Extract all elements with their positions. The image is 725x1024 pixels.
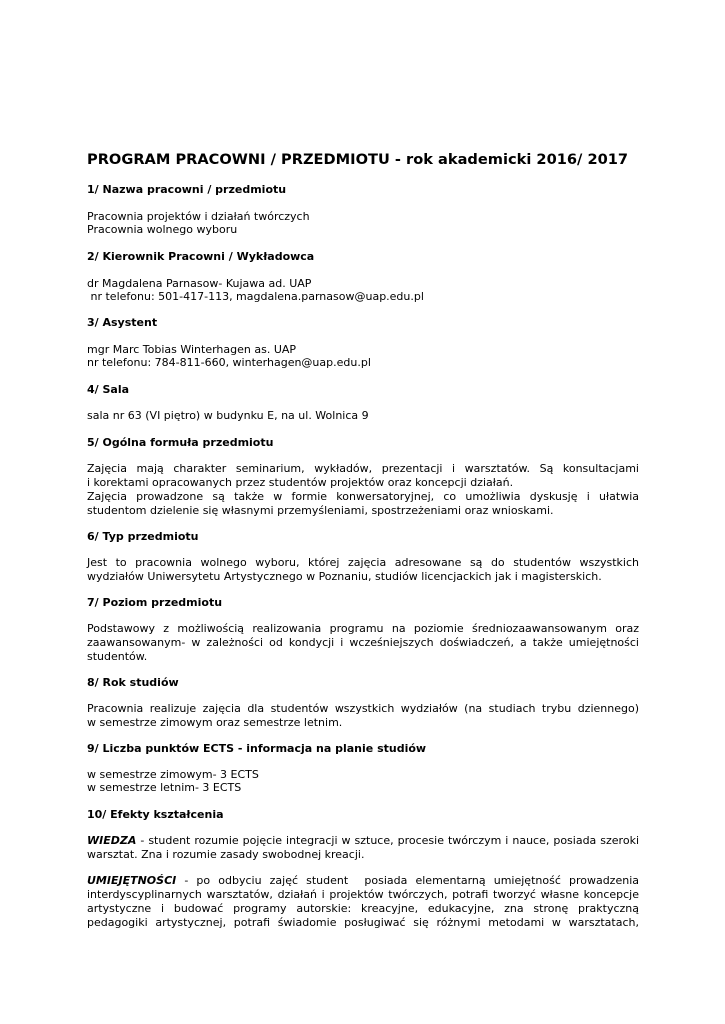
section-7-heading: 7/ Poziom przedmiotu xyxy=(87,596,223,609)
section-9-line-1: w semestrze zimowym- 3 ECTS xyxy=(87,768,259,781)
section-5-body xyxy=(87,462,639,518)
section-6-body xyxy=(87,556,639,584)
section-2-line-1: dr Magdalena Parnasow- Kujawa ad. UAP xyxy=(87,277,312,290)
section-7-body xyxy=(87,622,639,664)
section-2-line-2: nr telefonu: 501-417-113, magdalena.parnasow@uap.edu.pl xyxy=(87,290,424,303)
section-10-umiejetnosci xyxy=(87,874,639,930)
section-8-line-1: Pracownia realizuje zajęcia dla studentów wszystkich wydziałów (na studiach trybu dziennego) xyxy=(87,702,639,715)
section-4-line-1: sala nr 63 (VI piętro) w budynku E, na ul. Wolnica 9 xyxy=(87,409,369,422)
section-8-line-2: w semestrze zimowym oraz semestrze letnim. xyxy=(87,716,343,729)
umiejetnosci-text-1: - po odbyciu zajęć student posiada elementarną umiejętność prowadzenia xyxy=(176,874,639,887)
umiejetnosci-line-4: pedagogiki artystycznej, potrafi świadomie posługiwać się różnymi metodami w warsztatach, xyxy=(87,916,639,929)
section-3-line-1: mgr Marc Tobias Winterhagen as. UAP xyxy=(87,343,297,356)
page-title: PROGRAM PRACOWNI / PRZEDMIOTU - rok akademicki 2016/ 2017 xyxy=(87,151,629,168)
section-2-heading: 2/ Kierownik Pracowni / Wykładowca xyxy=(87,250,315,263)
section-10-heading: 10/ Efekty kształcenia xyxy=(87,808,224,821)
section-4-heading: 4/ Sala xyxy=(87,383,130,396)
section-7-line-3: studentów. xyxy=(87,650,148,663)
section-7-line-2: zaawansowanym- w zależności od kondycji i wcześniejszych doświadczeń, a także umiejętności xyxy=(87,636,639,649)
section-5-line-1: Zajęcia mają charakter seminarium, wykładów, prezentacji i warsztatów. Są konsultacjami xyxy=(87,462,639,475)
section-3-heading: 3/ Asystent xyxy=(87,316,158,329)
section-6-line-1: Jest to pracownia wolnego wyboru, której zajęcia adresowane są do studentów wszystkich xyxy=(87,556,639,569)
section-1-line-1: Pracownia projektów i działań twórczych xyxy=(87,210,310,223)
section-5-line-3: Zajęcia prowadzone są także w formie konwersatoryjnej, co umożliwia dyskusję i ułatwia xyxy=(87,490,639,503)
wiedza-label: WIEDZA xyxy=(87,834,137,847)
section-7-line-1: Podstawowy z możliwością realizowania programu na poziomie średniozaawansowanym oraz xyxy=(87,622,639,635)
wiedza-line-2: warsztat. Zna i rozumie zasady swobodnej kreacji. xyxy=(87,848,365,861)
umiejetnosci-line-1 xyxy=(87,874,639,888)
section-8-body xyxy=(87,702,639,730)
wiedza-text-1: - student rozumie pojęcie integracji w sztuce, procesie twórczym i nauce, posiada szeroki xyxy=(136,834,639,847)
section-3-line-2: nr telefonu: 784-811-660, winterhagen@uap.edu.pl xyxy=(87,356,371,369)
section-10-wiedza xyxy=(87,834,639,862)
section-9-heading: 9/ Liczba punktów ECTS - informacja na planie studiów xyxy=(87,742,427,755)
section-5-line-4: studentom dzielenie się własnymi przemyśleniami, spostrzeżeniami oraz wnioskami. xyxy=(87,504,554,517)
wiedza-line-1 xyxy=(87,834,639,848)
umiejetnosci-label: UMIEJĘTNOŚCI xyxy=(87,874,177,887)
section-5-heading: 5/ Ogólna formuła przedmiotu xyxy=(87,436,274,449)
section-9-line-2: w semestrze letnim- 3 ECTS xyxy=(87,781,242,794)
section-8-heading: 8/ Rok studiów xyxy=(87,676,179,689)
section-1-line-2: Pracownia wolnego wyboru xyxy=(87,223,238,236)
section-6-line-2: wydziałów Uniwersytetu Artystycznego w Poznaniu, studiów licencjackich jak i magisterskich. xyxy=(87,570,602,583)
section-6-heading: 6/ Typ przedmiotu xyxy=(87,530,199,543)
umiejetnosci-line-3: artystyczne i budować programy autorskie: kreacyjne, edukacyjne, zna stronę praktyczną xyxy=(87,902,639,915)
umiejetnosci-line-2: interdyscyplinarnych warsztatów, działań i projektów twórczych, potrafi tworzyć własne koncepcje xyxy=(87,888,639,901)
section-1-heading: 1/ Nazwa pracowni / przedmiotu xyxy=(87,183,287,196)
section-5-line-2: i korektami opracowanych przez studentów projektów oraz koncepcji działań. xyxy=(87,476,514,489)
